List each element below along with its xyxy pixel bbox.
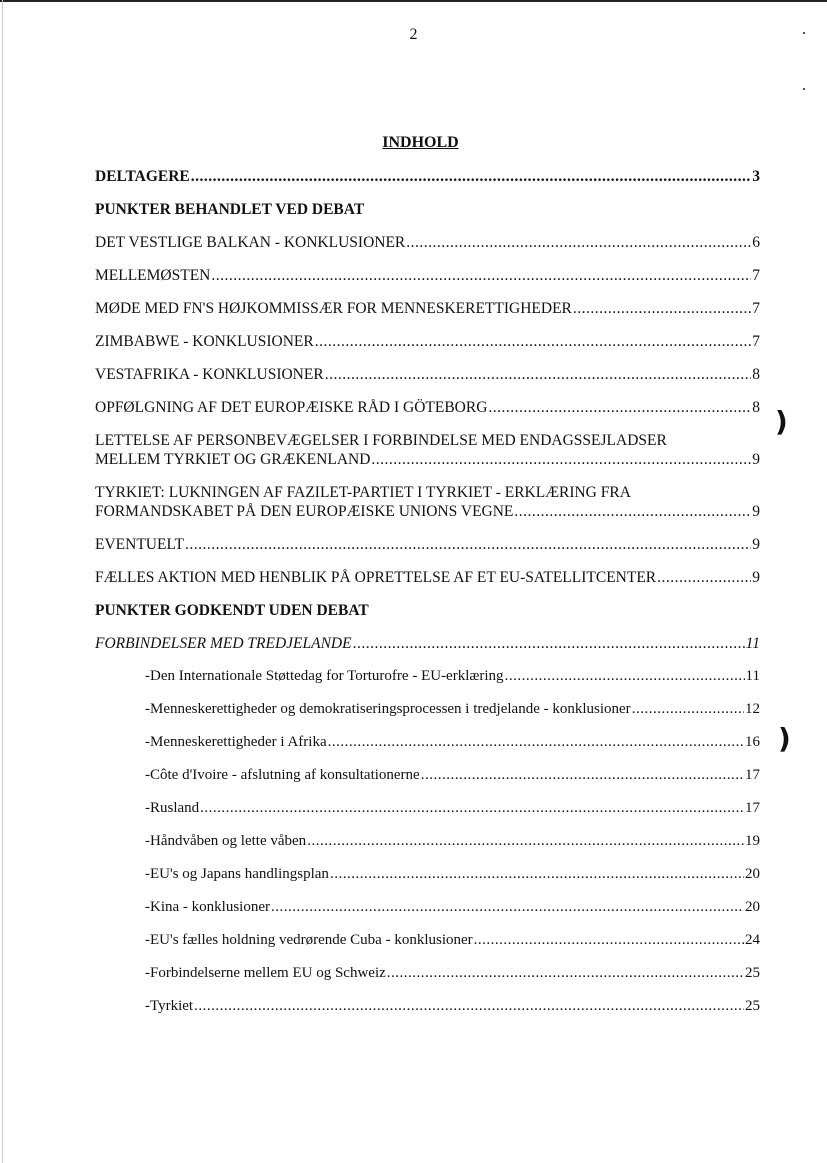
dot-leader	[488, 398, 751, 417]
dot-leader	[573, 299, 751, 318]
toc-entry-label: MØDE MED FN'S HØJKOMMISSÆR FOR MENNESKERETTIGHEDER	[95, 300, 572, 317]
toc-entry[interactable]	[95, 898, 760, 931]
toc-entry-label: -Menneskerettigheder i Afrika	[145, 734, 327, 750]
toc-entry-label: -EU's og Japans handlingsplan	[145, 866, 329, 882]
dot-leader	[371, 450, 751, 469]
dot-leader	[328, 733, 744, 752]
toc-entry[interactable]	[95, 667, 760, 700]
toc-page-number: 16	[745, 734, 760, 750]
toc-entry-label-continued: FORMANDSKABET PÅ DEN EUROPÆISKE UNIONS VEGNE	[95, 503, 514, 520]
toc-page-number: 17	[745, 767, 760, 783]
dot-leader	[406, 233, 751, 252]
toc-entry[interactable]	[95, 431, 760, 483]
dot-leader	[474, 931, 744, 950]
toc-entry[interactable]	[95, 398, 760, 431]
page-number: 2	[409, 26, 418, 43]
toc-page-number: 9	[752, 451, 760, 468]
toc-entry-label: -Den Internationale Støttedag for Torturofre - EU-erklæring	[145, 668, 504, 684]
toc-entry[interactable]	[95, 700, 760, 733]
toc-entry-label-continued: MELLEM TYRKIET OG GRÆKENLAND	[95, 451, 371, 468]
toc-entry[interactable]	[95, 733, 760, 766]
dot-leader	[315, 332, 752, 351]
speck	[803, 32, 805, 34]
dot-leader	[185, 535, 751, 554]
dot-leader	[387, 964, 744, 983]
dot-leader	[514, 502, 751, 521]
toc-page-number: 25	[745, 998, 760, 1014]
toc-entry[interactable]	[95, 568, 760, 601]
toc-page-number: 9	[752, 536, 760, 553]
dot-leader	[194, 997, 744, 1016]
toc-page-number: 8	[752, 399, 760, 416]
dot-leader	[307, 832, 744, 851]
toc-entry-label: DELTAGERE	[95, 168, 190, 185]
dot-leader	[211, 266, 751, 285]
toc-page-number: 20	[745, 866, 760, 882]
toc-entry-label: OPFØLGNING AF DET EUROPÆISKE RÅD I GÖTEBORG	[95, 399, 488, 416]
toc-page-number: 8	[752, 366, 760, 383]
toc-page-number: 25	[745, 965, 760, 981]
toc-entry[interactable]	[95, 332, 760, 365]
toc-entry[interactable]	[95, 766, 760, 799]
toc-entry-label: -Håndvåben og lette våben	[145, 833, 307, 849]
toc-entry[interactable]	[95, 233, 760, 266]
dot-leader	[330, 865, 744, 884]
toc-page-number: 6	[752, 234, 760, 251]
toc-entry[interactable]	[95, 634, 760, 667]
toc-entry-label: FÆLLES AKTION MED HENBLIK PÅ OPRETTELSE AF ET EU-SATELLITCENTER	[95, 569, 657, 586]
toc-section-heading: PUNKTER BEHANDLET VED DEBAT	[95, 201, 365, 218]
dot-leader	[191, 167, 751, 186]
toc-entry-label: LETTELSE AF PERSONBEVÆGELSER I FORBINDELSE MED ENDAGSSEJLADSER	[95, 432, 667, 449]
toc-entry-label: MELLEMØSTEN	[95, 267, 211, 284]
toc-section-heading: PUNKTER GODKENDT UDEN DEBAT	[95, 602, 369, 619]
speck	[803, 88, 805, 90]
top-border	[0, 0, 827, 2]
toc-page-number: 12	[745, 701, 760, 717]
toc-entry[interactable]	[95, 167, 760, 200]
toc-page-number: 17	[745, 800, 760, 816]
dot-leader	[505, 667, 745, 686]
toc-entry-label: DET VESTLIGE BALKAN - KONKLUSIONER	[95, 234, 406, 251]
toc-entry[interactable]	[95, 483, 760, 535]
dot-leader	[271, 898, 744, 917]
toc-entry-label: -Côte d'Ivoire - afslutning af konsultationerne	[145, 767, 420, 783]
toc-entry[interactable]	[95, 964, 760, 997]
dot-leader	[421, 766, 744, 785]
toc-entry-label: -Kina - konklusioner	[145, 899, 270, 915]
toc-page-number: 11	[745, 668, 760, 684]
toc-entry-label: -Menneskerettigheder og demokratiseringsprocessen i tredjelande - konklusioner	[145, 701, 631, 717]
toc-entry[interactable]	[95, 365, 760, 398]
toc-entry-label: -Forbindelserne mellem EU og Schweiz	[145, 965, 386, 981]
toc-entry[interactable]	[95, 997, 760, 1030]
dot-leader	[325, 365, 752, 384]
toc-page-number: 7	[752, 267, 760, 284]
dot-leader	[353, 634, 745, 653]
toc-entry-label: VESTAFRIKA - KONKLUSIONER	[95, 366, 324, 383]
dot-leader	[200, 799, 744, 818]
toc-page-number: 9	[752, 503, 760, 520]
toc-entry[interactable]	[95, 931, 760, 964]
toc-entry-label: -Rusland	[145, 800, 200, 816]
toc-entry[interactable]	[95, 799, 760, 832]
table-of-contents	[95, 167, 760, 1030]
punch-mark-icon: )	[778, 722, 791, 755]
punch-mark-icon: )	[775, 405, 788, 438]
toc-page-number: 24	[745, 932, 760, 948]
toc-entry[interactable]	[95, 865, 760, 898]
toc-entry-label: FORBINDELSER MED TREDJELANDE	[95, 635, 352, 652]
left-border	[2, 0, 3, 1163]
toc-page-number: 9	[752, 569, 760, 586]
dot-leader	[657, 568, 751, 587]
toc-page-number: 11	[745, 635, 760, 652]
toc-entry-label: EVENTUELT	[95, 536, 184, 553]
toc-entry[interactable]	[95, 832, 760, 865]
toc-entry-label: -EU's fælles holdning vedrørende Cuba - konklusioner	[145, 932, 473, 948]
toc-page-number: 7	[752, 300, 760, 317]
toc-page-number: 3	[752, 168, 760, 185]
toc-page-number: 20	[745, 899, 760, 915]
dot-leader	[632, 700, 744, 719]
toc-page-number: 7	[752, 333, 760, 350]
toc-entry[interactable]	[95, 299, 760, 332]
toc-entry-label: -Tyrkiet	[145, 998, 194, 1014]
toc-title: INDHOLD	[382, 134, 459, 151]
toc-entry-label: TYRKIET: LUKNINGEN AF FAZILET-PARTIET I TYRKIET - ERKLÆRING FRA	[95, 484, 631, 501]
toc-entry[interactable]	[95, 266, 760, 299]
toc-entry-label: ZIMBABWE - KONKLUSIONER	[95, 333, 314, 350]
toc-entry[interactable]	[95, 535, 760, 568]
toc-page-number: 19	[745, 833, 760, 849]
